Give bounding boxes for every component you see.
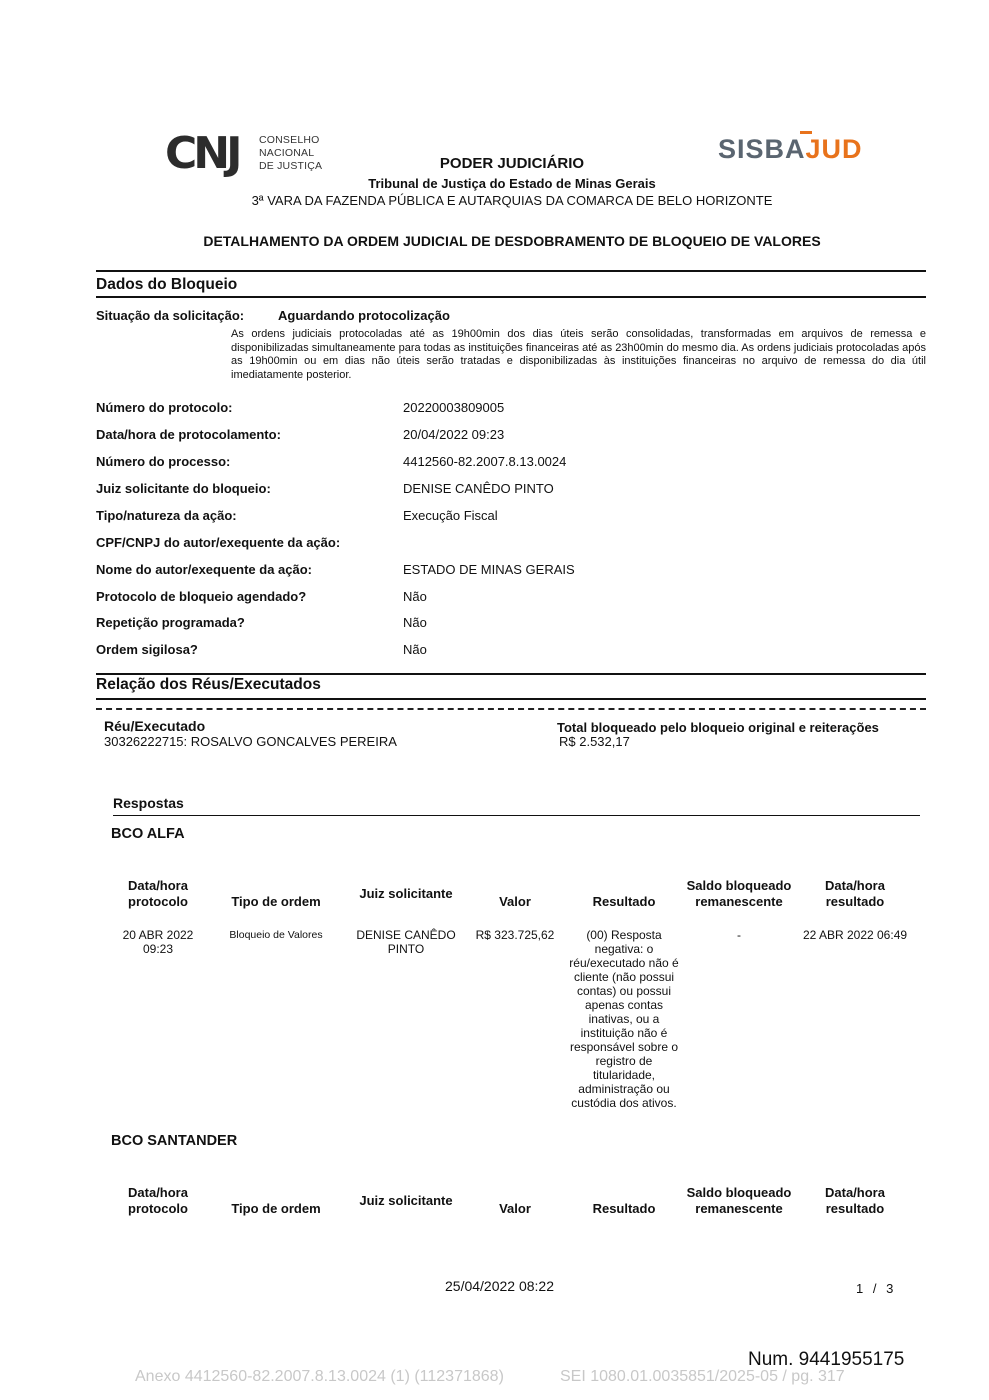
section-title-dados: Dados do Bloqueio — [96, 276, 238, 293]
reu-value: 30326222715: ROSALVO GONCALVES PEREIRA — [104, 734, 397, 749]
field-value-processo: 4412560-82.2007.8.13.0024 — [403, 454, 567, 469]
field-value-sigilosa: Não — [403, 642, 427, 657]
th-data-protocolo: Data/hora protocolo — [128, 1185, 188, 1216]
sisbajud-logo: SISBAJUD — [718, 132, 863, 166]
section-title-reus: Relação dos Réus/Executados — [96, 676, 321, 693]
td-data-protocolo: 20 ABR 2022 09:23 — [122, 928, 194, 956]
reu-header: Réu/Executado — [104, 718, 206, 734]
watermark-anexo: Anexo 4412560-82.2007.8.13.0024 (1) (112371868) — [135, 1368, 504, 1385]
total-bloqueado-value: R$ 2.532,17 — [559, 734, 630, 749]
field-value-repeticao: Não — [403, 615, 427, 630]
th-resultado: Resultado — [592, 1201, 656, 1216]
section-rule-bottom — [96, 698, 926, 700]
field-label-processo: Número do processo: — [96, 454, 231, 469]
dashed-divider — [96, 708, 926, 710]
th-juiz: Juiz solicitante — [359, 1193, 453, 1208]
document-number: Num. 9441955175 — [748, 1349, 905, 1370]
watermark-sei: SEI 1080.01.0035851/2025-05 / pg. 317 — [560, 1368, 845, 1385]
page-current: 1 — [856, 1281, 864, 1296]
page-indicator — [856, 1281, 893, 1296]
td-saldo: - — [737, 928, 741, 942]
th-tipo-ordem: Tipo de ordem — [231, 894, 321, 909]
field-value-agendado: Não — [403, 589, 427, 604]
document-title: DETALHAMENTO DA ORDEM JUDICIAL DE DESDOBRAMENTO DE BLOQUEIO DE VALORES — [203, 233, 821, 249]
field-value-data-protocolamento: 20/04/2022 09:23 — [403, 427, 505, 442]
td-data-resultado: 22 ABR 2022 06:49 — [802, 928, 908, 942]
bank-name-santander: BCO SANTANDER — [111, 1133, 238, 1149]
th-data-resultado: Data/hora resultado — [825, 878, 885, 909]
field-label-tipo-acao: Tipo/natureza da ação: — [96, 508, 237, 523]
td-tipo-ordem: Bloqueio de Valores — [229, 929, 323, 941]
cnj-logo-letters: CNJ — [165, 128, 239, 179]
field-label-agendado: Protocolo de bloqueio agendado? — [96, 589, 307, 604]
th-resultado: Resultado — [592, 894, 656, 909]
field-label-nome-autor: Nome do autor/exequente da ação: — [96, 562, 312, 577]
th-valor: Valor — [499, 894, 531, 909]
field-value-nome-autor: ESTADO DE MINAS GERAIS — [403, 562, 575, 577]
td-resultado: (00) Resposta negativa: o réu/executado não é cliente (não possui contas) ou possui apenas contas inativas, ou a instituição não é responsável sobre o registro de titularidade, administração ou custódia dos ativos. — [569, 928, 679, 1110]
field-value-tipo-acao: Execução Fiscal — [403, 508, 498, 523]
header-vara: 3ª VARA DA FAZENDA PÚBLICA E AUTARQUIAS DA COMARCA DE BELO HORIZONTE — [251, 193, 773, 208]
th-data-resultado: Data/hora resultado — [825, 1185, 885, 1216]
th-saldo: Saldo bloqueado remanescente — [686, 878, 792, 909]
situacao-label: Situação da solicitação: — [96, 308, 245, 323]
field-label-protocolo: Número do protocolo: — [96, 400, 233, 415]
total-bloqueado-header: Total bloqueado pelo bloqueio original e reiterações — [557, 720, 879, 735]
situacao-notice: As ordens judiciais protocoladas até as 19h00min dos dias úteis serão consolidadas, transformadas em arquivos de remessa e disponibilizadas simultaneamente para todas as instituições financeiras até as 23h00min do mesmo dia. As ordens judiciais protocoladas após as 19h00min ou em dias não úteis serão tratadas e disponibilizadas às instituições financeiras no arquivo de remessa do dia útil imediatamente posterior. — [231, 328, 926, 381]
page-total: 3 — [886, 1281, 894, 1296]
field-label-juiz: Juiz solicitante do bloqueio: — [96, 481, 271, 496]
respostas-title: Respostas — [113, 795, 184, 811]
cnj-logo-text: CONSELHO NACIONAL DE JUSTIÇA — [259, 134, 323, 172]
field-label-cpf-cnpj: CPF/CNPJ do autor/exequente da ação: — [96, 535, 341, 550]
field-label-data-protocolamento: Data/hora de protocolamento: — [96, 427, 281, 442]
section-rule-top — [96, 270, 926, 272]
th-tipo-ordem: Tipo de ordem — [231, 1201, 321, 1216]
respostas-rule — [113, 815, 920, 816]
footer-datetime: 25/04/2022 08:22 — [445, 1278, 554, 1294]
header-court: Tribunal de Justiça do Estado de Minas Gerais — [368, 176, 656, 191]
field-label-repeticao: Repetição programada? — [96, 615, 245, 630]
situacao-value: Aguardando protocolização — [278, 308, 450, 323]
field-value-protocolo: 20220003809005 — [403, 400, 505, 415]
bank-name-alfa: BCO ALFA — [111, 826, 185, 842]
th-saldo: Saldo bloqueado remanescente — [686, 1185, 792, 1216]
section-rule-top — [96, 673, 926, 675]
section-rule-bottom — [96, 296, 926, 298]
page-separator: / — [872, 1281, 877, 1296]
td-juiz: DENISE CANÊDO PINTO — [356, 928, 456, 956]
td-valor: R$ 323.725,62 — [475, 928, 555, 942]
field-value-juiz: DENISE CANÊDO PINTO — [403, 481, 554, 496]
th-valor: Valor — [499, 1201, 531, 1216]
header-title: PODER JUDICIÁRIO — [439, 155, 585, 172]
field-label-sigilosa: Ordem sigilosa? — [96, 642, 198, 657]
th-juiz: Juiz solicitante — [359, 886, 453, 901]
th-data-protocolo: Data/hora protocolo — [128, 878, 188, 909]
